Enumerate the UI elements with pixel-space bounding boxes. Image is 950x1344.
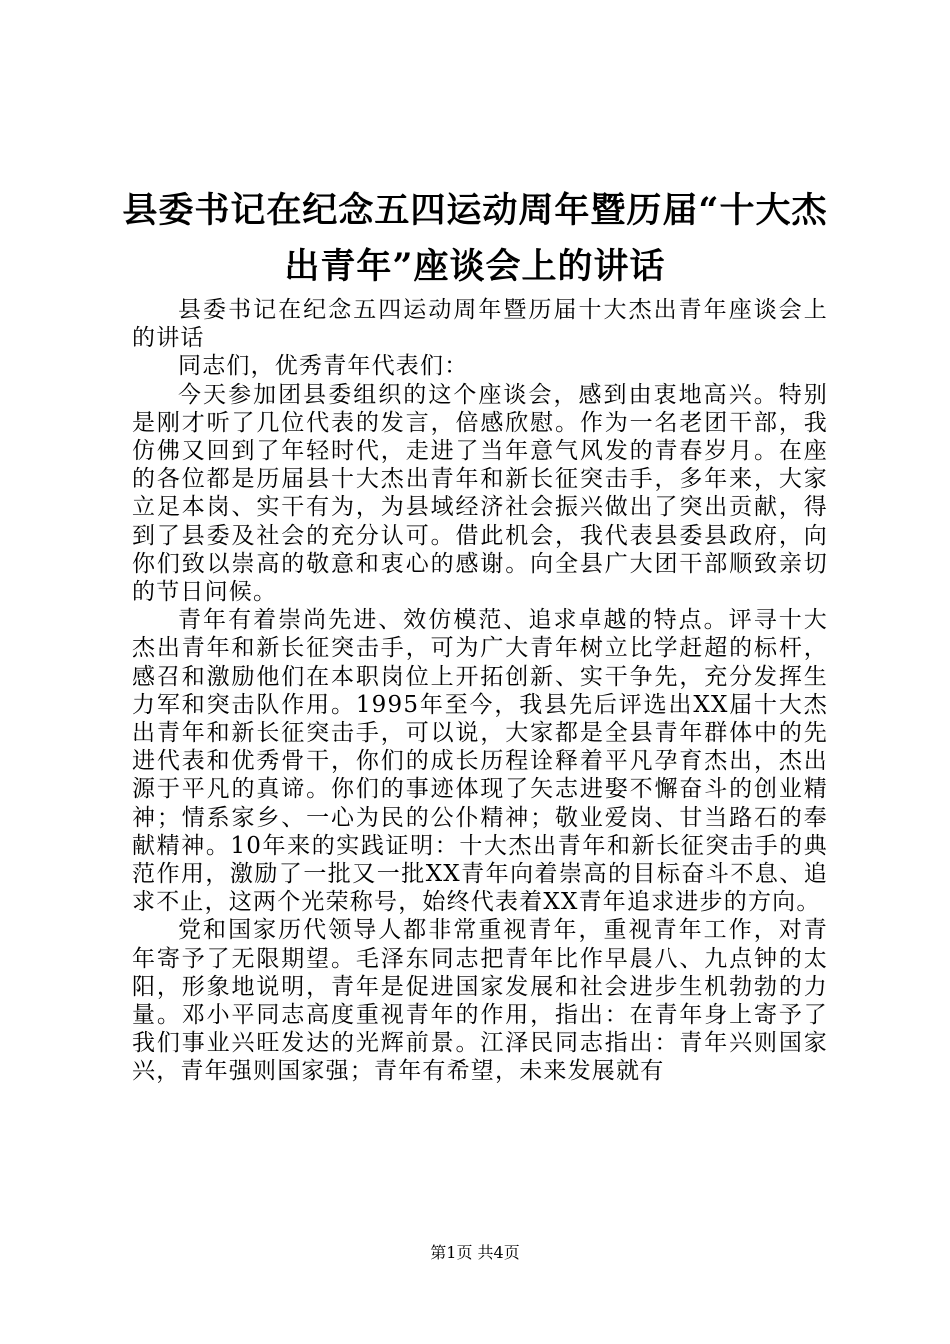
document-title: 县委书记在纪念五四运动周年暨历届“十大杰出青年”座谈会上的讲话 xyxy=(122,190,828,287)
document-body xyxy=(132,296,828,1086)
paragraph-opening: 今天参加团县委组织的这个座谈会，感到由衷地高兴。特别是刚才听了几位代表的发言，倍感欣慰。作为一名老团干部，我仿佛又回到了年轻时代，走进了当年意气风发的青春岁月。在座的各位都是历届县十大杰出青年和新长征突击手，多年来，大家立足本岗、实干有为，为县域经济社会振兴做出了突出贡献，得到了县委及社会的充分认可。借此机会，我代表县委县政府，向你们致以崇高的敬意和衷心的感谢。向全县广大团干部顺致亲切的节日问候。 xyxy=(132,381,828,606)
paragraph-youth-role: 青年有着崇尚先进、效仿模范、追求卓越的特点。评寻十大杰出青年和新长征突击手，可为广大青年树立比学赶超的标杆，感召和激励他们在本职岗位上开拓创新、实干争先，充分发挥生力军和突击队作用。1995年至今，我县先后评选出XX届十大杰出青年和新长征突击手，可以说，大家都是全县青年群体中的先进代表和优秀骨干，你们的成长历程诠释着平凡孕育杰出，杰出源于平凡的真谛。你们的事迹体现了矢志进娶不懈奋斗的创业精神；情系家乡、一心为民的公仆精神；敬业爱岗、甘当路石的奉献精神。10年来的实践证明：十大杰出青年和新长征突击手的典范作用，激励了一批又一批XX青年向着崇高的目标奋斗不息、追求不止，这两个光荣称号，始终代表着XX青年追求进步的方向。 xyxy=(132,607,828,916)
page-footer: 第1页 共4页 xyxy=(430,1243,520,1262)
paragraph-subtitle: 县委书记在纪念五四运动周年暨历届十大杰出青年座谈会上的讲话 xyxy=(132,297,828,352)
paragraph-leaders: 党和国家历代领导人都非常重视青年，重视青年工作，对青年寄予了无限期望。毛泽东同志把青年比作早晨八、九点钟的太阳，形象地说明，青年是促进国家发展和社会进步生机勃勃的力量。邓小平同志高度重视青年的作用，指出：在青年身上寄予了我们事业兴旺发达的光辉前景。江泽民同志指出：青年兴则国家兴，青年强则国家强；青年有希望，未来发展就有 xyxy=(132,917,828,1085)
paragraph-salutation: 同志们，优秀青年代表们： xyxy=(178,353,469,380)
